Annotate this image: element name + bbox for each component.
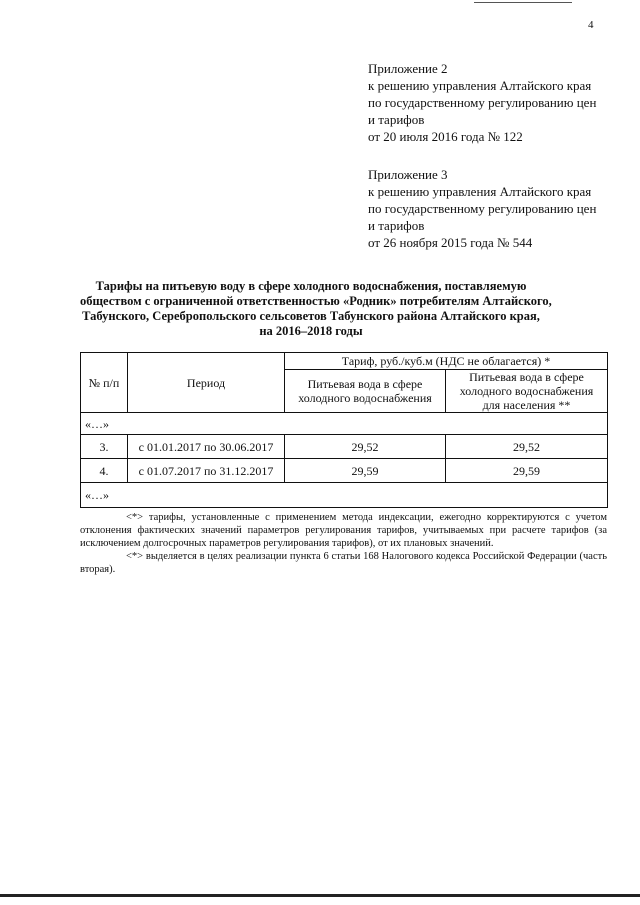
table-ellipsis-row <box>81 413 608 435</box>
row-period: с 01.07.2017 по 31.12.2017 <box>128 459 285 483</box>
appendix-3-line2: по государственному регулированию цен <box>368 201 597 216</box>
table-row <box>81 459 608 483</box>
header-period: Период <box>128 353 285 413</box>
row-period: с 01.01.2017 по 30.06.2017 <box>128 435 285 459</box>
appendix-2-line3: и тарифов <box>368 112 425 127</box>
ellipsis-bottom: «…» <box>81 483 608 508</box>
tariff-table <box>80 352 608 508</box>
appendix-2-line1: к решению управления Алтайского края <box>368 78 592 93</box>
header-num: № п/п <box>81 353 128 413</box>
row-num: 3. <box>81 435 128 459</box>
appendix-3-date: от 26 ноября 2015 года № 544 <box>368 235 533 250</box>
appendix-2-title: Приложение 2 <box>368 61 448 76</box>
row-water: 29,52 <box>285 435 446 459</box>
row-water: 29,59 <box>285 459 446 483</box>
appendix-2-block <box>368 60 596 145</box>
appendix-3-title: Приложение 3 <box>368 167 448 182</box>
appendix-3-line1: к решению управления Алтайского края <box>368 184 592 199</box>
footnote: <*> тарифы, установленные с применением метода индексации, ежегодно корректируются с учетом отклонения фактических значений параметров регулирования тарифов, учитываемых при расчете тарифов (за исключением долгосрочных параметров регулирования тарифов), от их плановых значений. <box>80 512 607 549</box>
title-line: на 2016–2018 годы <box>259 324 363 338</box>
appendix-3-block <box>368 166 596 251</box>
header-tariff: Тариф, руб./куб.м (НДС не облагается) * <box>285 353 608 370</box>
row-water-pop: 29,59 <box>446 459 608 483</box>
appendix-2-line2: по государственному регулированию цен <box>368 95 597 110</box>
document-title <box>80 279 552 339</box>
table-ellipsis-row <box>81 483 608 508</box>
bottom-rule <box>0 894 640 897</box>
table-row <box>81 435 608 459</box>
header-water: Питьевая вода в сфере холодного водоснабжения <box>285 370 446 413</box>
title-line: Табунского, Серебропольского сельсоветов Табунского района Алтайского края, <box>82 309 540 323</box>
appendix-2-date: от 20 июля 2016 года № 122 <box>368 129 523 144</box>
page-number: 4 <box>588 19 594 31</box>
appendix-3-line3: и тарифов <box>368 218 425 233</box>
header-water-pop: Питьевая вода в сфере холодного водоснабжения для населения ** <box>446 370 608 413</box>
top-rule <box>474 2 572 3</box>
title-line: обществом с ограниченной ответственностью «Родник» потребителям Алтайского, <box>80 294 552 308</box>
title-line: Тарифы на питьевую воду в сфере холодного водоснабжения, поставляемую <box>95 279 527 293</box>
footnote: <*> выделяется в целях реализации пункта 6 статьи 168 Налогового кодекса Российской Федерации (часть вторая). <box>80 551 607 575</box>
footnotes <box>80 511 607 576</box>
table-header-row <box>81 353 608 370</box>
row-water-pop: 29,52 <box>446 435 608 459</box>
ellipsis-top: «…» <box>81 413 608 435</box>
row-num: 4. <box>81 459 128 483</box>
